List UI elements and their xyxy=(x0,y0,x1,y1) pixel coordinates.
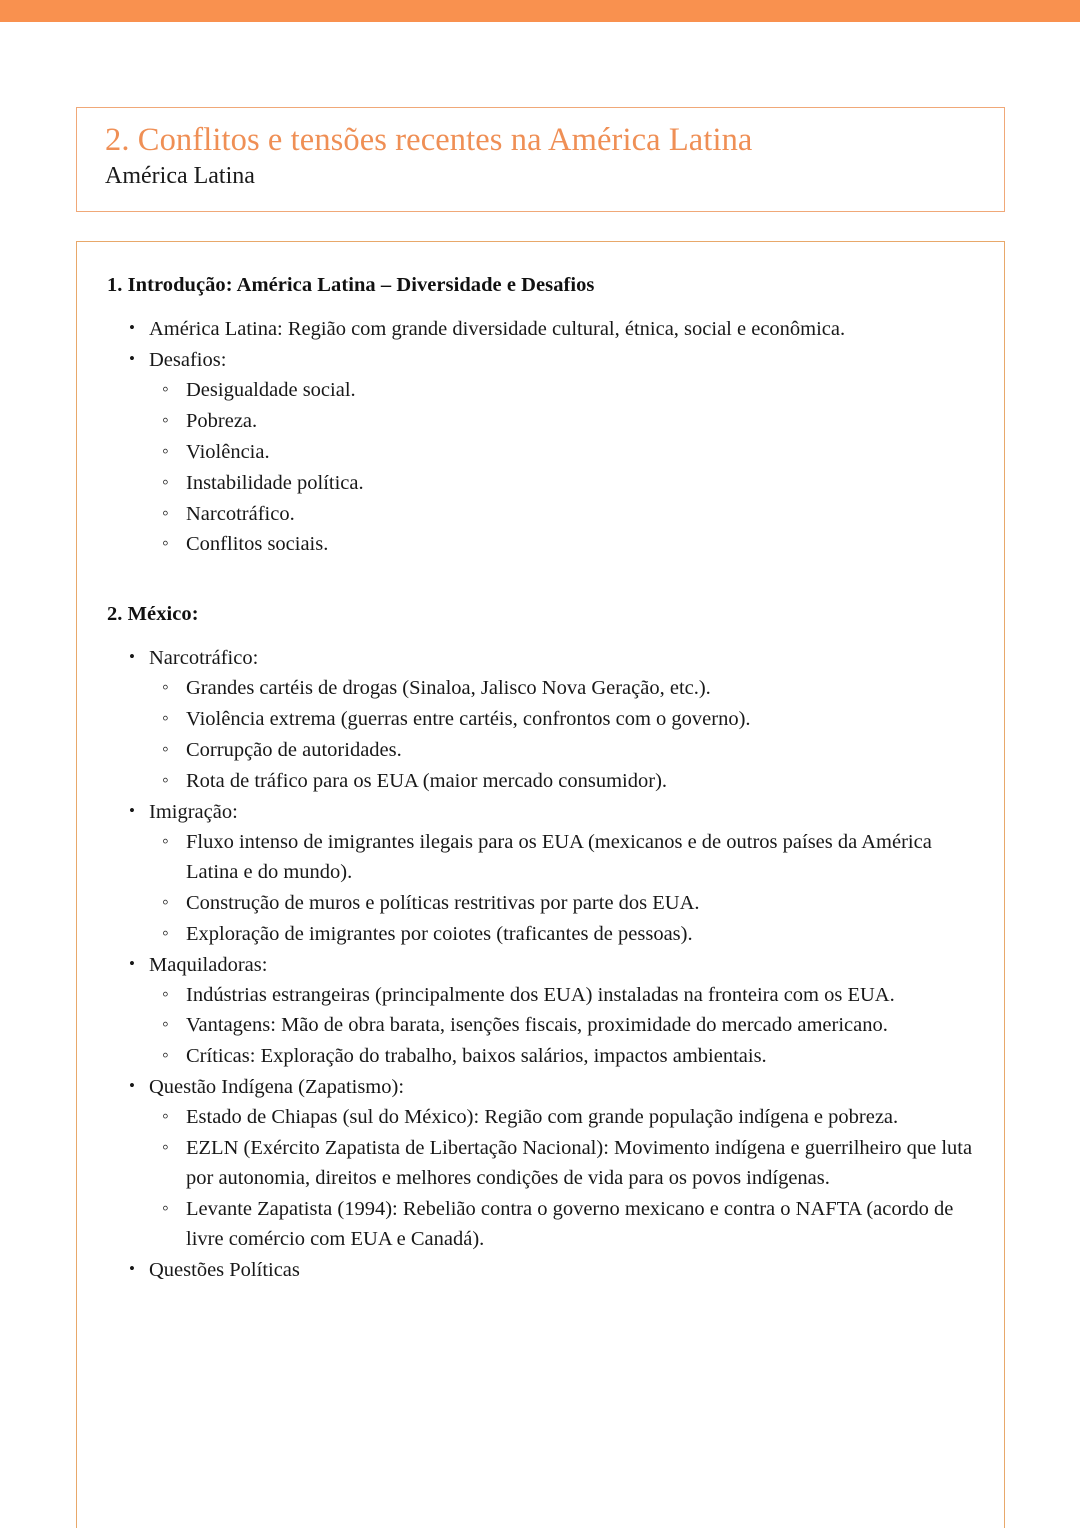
sublist xyxy=(149,828,978,950)
sublist xyxy=(149,674,978,797)
list-item xyxy=(149,1042,978,1072)
sublist xyxy=(149,376,978,561)
list-item xyxy=(149,500,978,530)
list-item xyxy=(107,1073,978,1255)
list-item xyxy=(107,798,978,950)
list-item xyxy=(149,376,978,406)
list-item-text: ◦ Violência extrema (guerras entre cartéis, confrontos com o governo). xyxy=(186,705,978,735)
sublist xyxy=(149,981,978,1073)
list-item xyxy=(149,469,978,499)
list-item-text: • América Latina: Região com grande diversidade cultural, étnica, social e econômica. xyxy=(149,315,978,345)
list-item xyxy=(149,530,978,560)
list-item-text: • Maquiladoras: xyxy=(149,951,978,981)
list-item xyxy=(149,1195,978,1255)
list-item-text: ◦ Críticas: Exploração do trabalho, baixos salários, impactos ambientais. xyxy=(186,1042,978,1072)
title-card xyxy=(76,107,1005,212)
list-item xyxy=(107,315,978,345)
list-item-text: ◦ Violência. xyxy=(186,438,978,468)
list-item-text: ◦ Fluxo intenso de imigrantes ilegais para os EUA (mexicanos e de outros países da América Latina e do mundo). xyxy=(186,828,978,888)
list-item xyxy=(107,951,978,1073)
list-item xyxy=(149,407,978,437)
list-item xyxy=(149,920,978,950)
list-item xyxy=(149,736,978,766)
list-item-text: • Questões Políticas xyxy=(149,1256,978,1286)
list-item xyxy=(107,644,978,797)
list-item xyxy=(149,889,978,919)
list-item xyxy=(107,1256,978,1286)
list-item xyxy=(107,346,978,560)
list-item xyxy=(149,438,978,468)
top-accent-bar xyxy=(0,0,1080,22)
list-item xyxy=(149,674,978,704)
list-item xyxy=(149,1011,978,1041)
list-item-text: ◦ Levante Zapatista (1994): Rebelião contra o governo mexicano e contra o NAFTA (acordo de livre comércio com EUA e Canadá). xyxy=(186,1195,978,1255)
list-item-text: ◦ Pobreza. xyxy=(186,407,978,437)
list-item-text: ◦ Vantagens: Mão de obra barata, isenções fiscais, proximidade do mercado americano. xyxy=(186,1011,978,1041)
section-1-list xyxy=(107,315,978,560)
list-item-text: ◦ Conflitos sociais. xyxy=(186,530,978,560)
section-heading-2: 2. México: xyxy=(107,603,199,626)
list-item-text: ◦ Narcotráfico. xyxy=(186,500,978,530)
content-card xyxy=(76,241,1005,1528)
sublist xyxy=(149,1103,978,1255)
list-item-text: ◦ Instabilidade política. xyxy=(186,469,978,499)
list-item xyxy=(149,705,978,735)
list-item xyxy=(149,1134,978,1194)
list-item-text: ◦ Estado de Chiapas (sul do México): Região com grande população indígena e pobreza. xyxy=(186,1103,978,1133)
list-item-text: ◦ Indústrias estrangeiras (principalmente dos EUA) instaladas na fronteira com os EUA. xyxy=(186,981,978,1011)
list-item-text: • Narcotráfico: xyxy=(149,644,978,674)
list-item-text: ◦ Exploração de imigrantes por coiotes (traficantes de pessoas). xyxy=(186,920,978,950)
list-item-text: ◦ Desigualdade social. xyxy=(186,376,978,406)
list-item-text: ◦ Grandes cartéis de drogas (Sinaloa, Jalisco Nova Geração, etc.). xyxy=(186,674,978,704)
list-item xyxy=(149,981,978,1011)
section-heading-1: 1. Introdução: América Latina – Diversidade e Desafios xyxy=(107,274,595,296)
list-item-text: ◦ Corrupção de autoridades. xyxy=(186,736,978,766)
page-subtitle: América Latina xyxy=(105,162,255,189)
list-item-text: • Questão Indígena (Zapatismo): xyxy=(149,1073,978,1103)
list-item-text: • Desafios: xyxy=(149,346,978,376)
list-item xyxy=(149,767,978,797)
list-item xyxy=(149,1103,978,1133)
page-title: 2. Conflitos e tensões recentes na América Latina xyxy=(105,122,753,158)
list-item-text: ◦ Rota de tráfico para os EUA (maior mercado consumidor). xyxy=(186,767,978,797)
list-item-text: ◦ Construção de muros e políticas restritivas por parte dos EUA. xyxy=(186,889,978,919)
list-item-text: • Imigração: xyxy=(149,798,978,828)
list-item xyxy=(149,828,978,888)
list-item-text: ◦ EZLN (Exército Zapatista de Libertação Nacional): Movimento indígena e guerrilheiro que luta por autonomia, direitos e melhores condições de vida para os povos indígenas. xyxy=(186,1134,978,1194)
section-2-list xyxy=(107,644,978,1285)
